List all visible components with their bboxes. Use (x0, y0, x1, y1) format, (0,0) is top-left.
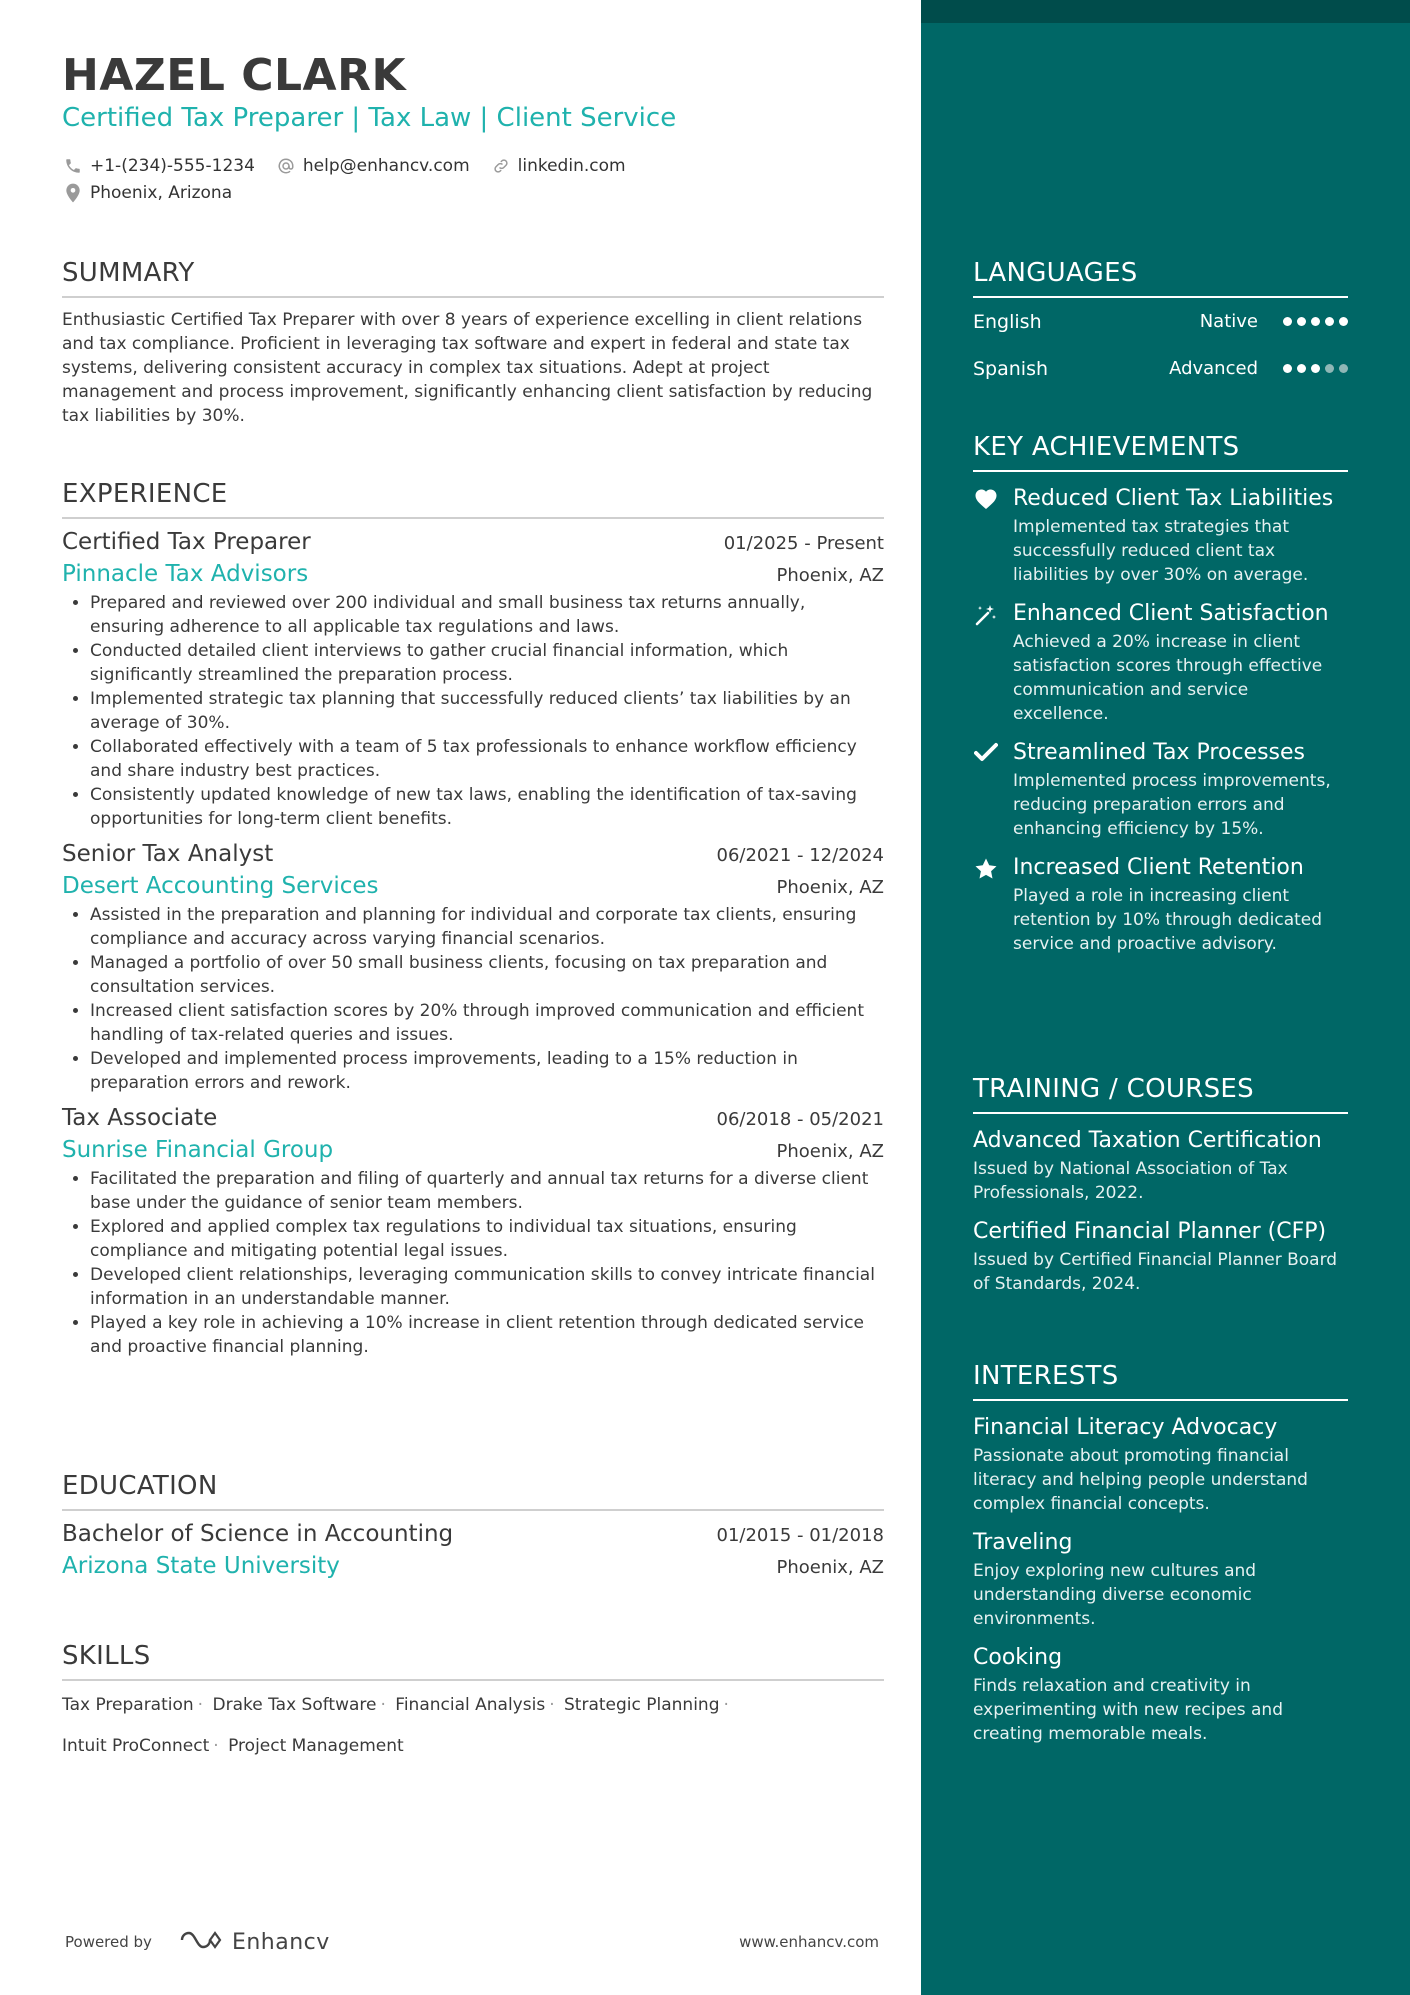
job-location: Phoenix, AZ (776, 877, 884, 898)
section-title: INTERESTS (973, 1361, 1348, 1401)
bullet-list (62, 1167, 884, 1359)
list-item: • Implemented strategic tax planning that successfully reduced clients’ tax liabilities by an average of 30%. (90, 687, 884, 735)
job-dates: 06/2021 - 12/2024 (716, 845, 884, 866)
section-title: SKILLS (62, 1641, 884, 1681)
linkedin-contact[interactable] (490, 156, 626, 176)
heart-icon (973, 486, 999, 514)
section-title: TRAINING / COURSES (973, 1074, 1348, 1114)
rating-dot (1311, 364, 1320, 373)
achievement-desc: Implemented process improvements, reducing preparation errors and enhancing efficiency by 15%. (1013, 771, 1331, 839)
linkedin-text: linkedin.com (517, 155, 626, 176)
list-item: • Consistently updated knowledge of new tax laws, enabling the identification of tax-saving opportunities for long-term client benefits. (90, 783, 884, 831)
powered-by-label: Powered by (65, 1933, 152, 1951)
job-title: Senior Tax Analyst (62, 841, 274, 867)
section-title: LANGUAGES (973, 258, 1348, 298)
language-rating (1278, 317, 1348, 326)
achievement-desc: Implemented tax strategies that successfully reduced client tax liabilities by over 30% on average. (1013, 517, 1309, 585)
interest-desc: Enjoy exploring new cultures and understanding diverse economic environments. (973, 1561, 1257, 1629)
rating-dot (1325, 364, 1334, 373)
rating-dot (1297, 364, 1306, 373)
job-entry (62, 841, 884, 1095)
list-item: • Played a key role in achieving a 10% increase in client retention through dedicated service and proactive financial planning. (90, 1311, 884, 1359)
training-item (973, 1128, 1348, 1205)
section-title: EXPERIENCE (62, 479, 884, 519)
company-name: Pinnacle Tax Advisors (62, 561, 309, 587)
language-level: Advanced (1169, 358, 1258, 379)
interest-desc: Finds relaxation and creativity in experimenting with new recipes and creating memorable meals. (973, 1676, 1283, 1744)
skill-item: Drake Tax Software (212, 1695, 377, 1715)
achievements-section (973, 432, 1348, 956)
list-item: • Assisted in the preparation and planning for individual and corporate tax clients, ensuring compliance and accuracy across varying financial scenarios. (90, 903, 884, 951)
training-item (973, 1219, 1348, 1296)
section-title: KEY ACHIEVEMENTS (973, 432, 1348, 472)
rating-dot (1283, 364, 1292, 373)
training-title: Advanced Taxation Certification (973, 1128, 1322, 1153)
email-contact[interactable] (275, 156, 470, 176)
summary-section (62, 258, 884, 428)
achievement-title: Increased Client Retention (1013, 855, 1304, 880)
achievement-title: Streamlined Tax Processes (1013, 740, 1306, 765)
achievement-desc: Played a role in increasing client retention by 10% through dedicated service and proactive advisory. (1013, 886, 1323, 954)
rating-dot (1325, 317, 1334, 326)
phone-text: +1-(234)-555-1234 (90, 155, 255, 176)
language-name: English (973, 310, 1042, 333)
list-item: • Collaborated effectively with a team of 5 tax professionals to enhance workflow efficiency and share industry best practices. (90, 735, 884, 783)
list-item: • Increased client satisfaction scores by 20% through improved communication and efficient handling of tax-related queries and issues. (90, 999, 884, 1047)
training-desc: Issued by Certified Financial Planner Board of Standards, 2024. (973, 1250, 1338, 1294)
skill-item: Intuit ProConnect (62, 1736, 210, 1756)
magic-wand-icon (973, 601, 999, 629)
headline: Certified Tax Preparer | Tax Law | Client Service (62, 103, 677, 133)
company-name: Desert Accounting Services (62, 873, 379, 899)
rating-dot (1339, 364, 1348, 373)
bullet-list (62, 903, 884, 1095)
achievement-title: Enhanced Client Satisfaction (1013, 601, 1329, 626)
job-dates: 06/2018 - 05/2021 (716, 1109, 884, 1130)
location-pin-icon (62, 183, 84, 203)
language-name: Spanish (973, 357, 1049, 380)
job-dates: 01/2025 - Present (723, 533, 884, 554)
location-text: Phoenix, Arizona (90, 182, 233, 203)
list-item: • Conducted detailed client interviews to gather crucial financial information, which significantly streamlined the preparation process. (90, 639, 884, 687)
list-item: • Managed a portfolio of over 50 small business clients, focusing on tax preparation and consultation services. (90, 951, 884, 999)
achievement-item (973, 601, 1348, 726)
interests-section (973, 1361, 1348, 1746)
school-name: Arizona State University (62, 1553, 340, 1579)
skills-list: Tax Preparation · Drake Tax Software · Financial Analysis · Strategic Planning · Intuit ProConnect · Project Management (62, 1695, 729, 1756)
achievement-item (973, 855, 1348, 956)
experience-section (62, 479, 884, 1359)
interest-desc: Passionate about promoting financial literacy and helping people understand complex financial concepts. (973, 1446, 1308, 1514)
check-icon (973, 740, 999, 768)
location-contact (62, 183, 232, 203)
interest-item (973, 1415, 1348, 1516)
list-item: • Developed client relationships, leveraging communication skills to convey intricate financial information in an understandable manner. (90, 1263, 884, 1311)
enhancv-brand: Enhancv (231, 1929, 330, 1955)
achievement-item (973, 740, 1348, 841)
rating-dot (1339, 317, 1348, 326)
bullet-list (62, 591, 884, 831)
interest-title: Traveling (973, 1530, 1073, 1555)
star-icon (973, 855, 999, 883)
interest-title: Financial Literacy Advocacy (973, 1415, 1278, 1440)
section-title: SUMMARY (62, 258, 884, 298)
job-entry (62, 529, 884, 831)
interest-title: Cooking (973, 1645, 1063, 1670)
achievement-title: Reduced Client Tax Liabilities (1013, 486, 1334, 511)
skills-section (62, 1641, 884, 1767)
list-item: • Facilitated the preparation and filing of quarterly and annual tax returns for a diverse client base under the guidance of senior team members. (90, 1167, 884, 1215)
website-link[interactable]: www.enhancv.com (739, 1933, 879, 1951)
languages-section (973, 258, 1348, 392)
list-item: • Prepared and reviewed over 200 individual and small business tax returns annually, ensuring adherence to all applicable tax regulations and laws. (90, 591, 884, 639)
candidate-name: HAZEL CLARK (62, 50, 407, 101)
job-title: Tax Associate (62, 1105, 218, 1131)
job-location: Phoenix, AZ (776, 1141, 884, 1162)
enhancv-logo-icon (178, 1928, 224, 1956)
rating-dot (1311, 317, 1320, 326)
sidebar-top-band (921, 0, 1410, 23)
degree-title: Bachelor of Science in Accounting (62, 1521, 454, 1547)
section-title: EDUCATION (62, 1471, 884, 1511)
rating-dot (1283, 317, 1292, 326)
job-title: Certified Tax Preparer (62, 529, 311, 555)
email-text: help@enhancv.com (302, 155, 470, 176)
interest-item (973, 1530, 1348, 1631)
at-icon (275, 156, 297, 176)
contact-info (62, 152, 646, 206)
achievement-desc: Achieved a 20% increase in client satisfaction scores through effective communication and service excellence. (1013, 632, 1323, 724)
education-section (62, 1471, 884, 1579)
phone-contact[interactable] (62, 156, 255, 176)
language-row (973, 345, 1348, 392)
summary-text: Enthusiastic Certified Tax Preparer with over 8 years of experience excelling in client relations and tax compliance. Proficient in leveraging tax software and expert in federal and state tax systems, delivering consistent accuracy in complex tax situations. Adept at project management and process improvement, significantly enhancing client satisfaction by reducing tax liabilities by 30%. (62, 310, 873, 426)
rating-dot (1297, 317, 1306, 326)
education-location: Phoenix, AZ (776, 1557, 884, 1578)
language-rating (1278, 364, 1348, 373)
skill-item: Strategic Planning (564, 1695, 720, 1715)
training-section (973, 1074, 1348, 1296)
language-row (973, 298, 1348, 345)
language-level: Native (1199, 311, 1258, 332)
interest-item (973, 1645, 1348, 1746)
footer (65, 1928, 879, 1956)
list-item: • Developed and implemented process improvements, leading to a 15% reduction in preparation errors and rework. (90, 1047, 884, 1095)
phone-icon (62, 156, 84, 176)
training-desc: Issued by National Association of Tax Professionals, 2022. (973, 1159, 1288, 1203)
skill-item: Project Management (228, 1736, 404, 1756)
job-entry (62, 1105, 884, 1359)
skill-item: Financial Analysis (395, 1695, 546, 1715)
training-title: Certified Financial Planner (CFP) (973, 1219, 1327, 1244)
link-icon (490, 156, 512, 176)
education-entry (62, 1521, 884, 1579)
company-name: Sunrise Financial Group (62, 1137, 334, 1163)
list-item: • Explored and applied complex tax regulations to individual tax situations, ensuring compliance and mitigating potential legal issues. (90, 1215, 884, 1263)
skill-item: Tax Preparation (62, 1695, 194, 1715)
achievement-item (973, 486, 1348, 587)
education-dates: 01/2015 - 01/2018 (716, 1525, 884, 1546)
job-location: Phoenix, AZ (776, 565, 884, 586)
